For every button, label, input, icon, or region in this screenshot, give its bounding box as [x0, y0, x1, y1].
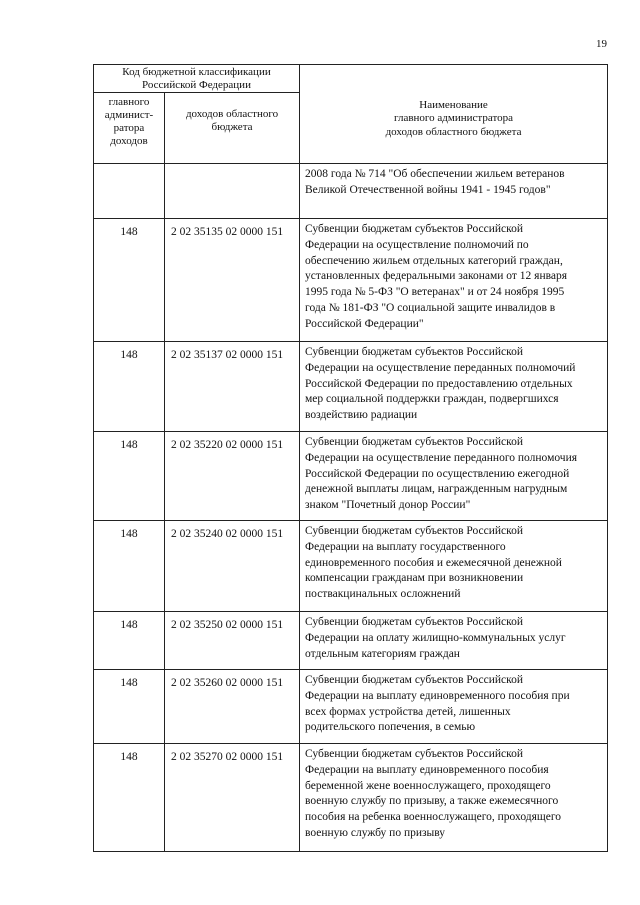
name-column-header [300, 65, 608, 164]
row-name: Субвенции бюджетам субъектов Российской Федерации на выплату государственного единовременного пособия и ежемесячной денежной компенсации гражданам при возникновении поствакцинальных осложнений [300, 521, 608, 612]
row-admin-code: 148 [94, 670, 165, 744]
row-budget-code [165, 164, 300, 219]
row-admin-code: 148 [94, 432, 165, 521]
row-budget-code: 2 02 35250 02 0000 151 [165, 612, 300, 670]
code-column-header-label: доходов областного бюджета [185, 108, 279, 133]
kbk-group-header [94, 65, 300, 93]
table-row [94, 744, 608, 852]
row-admin-code: 148 [94, 521, 165, 612]
row-name: Субвенции бюджетам субъектов Российской Федерации на выплату единовременного пособия беременной жене военнослужащего, проходящего военную службу по призыву, а также ежемесячного пособия на ребенка военнослужащего, проходящего военную службу по призыву [300, 744, 608, 852]
row-name: 2008 года № 714 "Об обеспечении жильем ветеранов Великой Отечественной войны 1941 - 1945 годов" [300, 164, 608, 219]
row-admin-code [94, 164, 165, 219]
row-budget-code: 2 02 35135 02 0000 151 [165, 219, 300, 342]
admin-column-header-label: главного админист- ратора доходов [104, 96, 154, 147]
kbk-group-header-label: Код бюджетной классификации Российской Федерации [122, 65, 271, 91]
row-name: Субвенции бюджетам субъектов Российской Федерации на выплату единовременного пособия при всех формах устройства детей, лишенных родительского попечения, в семью [300, 670, 608, 744]
name-column-header-label: Наименование главного администратора доходов областного бюджета [385, 98, 522, 138]
row-admin-code: 148 [94, 744, 165, 852]
page-number: 19 [596, 38, 607, 50]
row-budget-code: 2 02 35137 02 0000 151 [165, 342, 300, 432]
table-row [94, 521, 608, 612]
row-name: Субвенции бюджетам субъектов Российской Федерации на осуществление переданных полномочий Российской Федерации по предоставлению отдельных мер социальной поддержки граждан, подвергшихся воздействию радиации [300, 342, 608, 432]
table-row [94, 432, 608, 521]
row-budget-code: 2 02 35270 02 0000 151 [165, 744, 300, 852]
row-admin-code: 148 [94, 219, 165, 342]
revenue-classification-table [93, 64, 608, 852]
table-row [94, 164, 608, 219]
admin-column-header [94, 93, 165, 164]
row-budget-code: 2 02 35240 02 0000 151 [165, 521, 300, 612]
code-column-header [165, 93, 300, 164]
row-budget-code: 2 02 35260 02 0000 151 [165, 670, 300, 744]
table-row [94, 219, 608, 342]
table-row [94, 670, 608, 744]
row-name: Субвенции бюджетам субъектов Российской Федерации на оплату жилищно-коммунальных услуг отдельным категориям граждан [300, 612, 608, 670]
table-row [94, 612, 608, 670]
table-row [94, 342, 608, 432]
row-budget-code: 2 02 35220 02 0000 151 [165, 432, 300, 521]
row-name: Субвенции бюджетам субъектов Российской Федерации на осуществление переданного полномочия Российской Федерации по осуществлению ежегодной денежной выплаты лицам, награжденным нагрудным знаком "Почетный донор России" [300, 432, 608, 521]
row-name: Субвенции бюджетам субъектов Российской Федерации на осуществление полномочий по обеспечению жильем отдельных категорий граждан, установленных федеральными законами от 12 января 1995 года № 5-ФЗ "О ветеранах" и от 24 ноября 1995 года № 181-ФЗ "О социальной защите инвалидов в Российской Федерации" [300, 219, 608, 342]
row-admin-code: 148 [94, 342, 165, 432]
row-admin-code: 148 [94, 612, 165, 670]
